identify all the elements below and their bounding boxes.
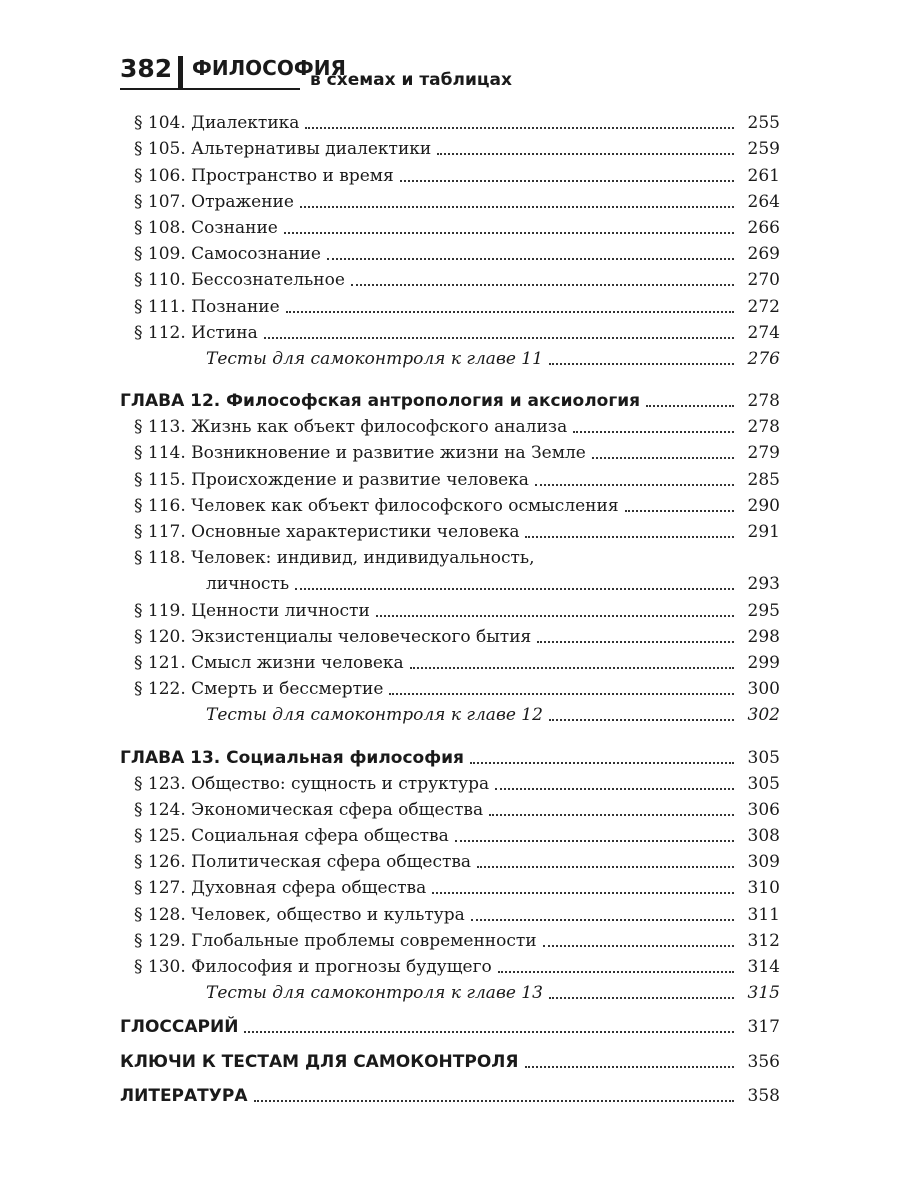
toc-entry-title: § 105. Альтернативы диалектики [134, 139, 432, 160]
toc-page-number: 264 [747, 191, 780, 212]
toc-entry-title: § 112. Истина [134, 322, 258, 343]
toc-section-entry [120, 926, 780, 952]
toc-section-entry [120, 795, 780, 821]
toc-section-entry [120, 108, 780, 134]
toc-leader-dots [410, 661, 734, 669]
toc-leader-dots [573, 425, 734, 433]
toc-entry-title: § 108. Сознание [134, 217, 278, 238]
toc-page-number: 309 [747, 852, 780, 873]
toc-section-entry [120, 265, 780, 291]
toc-page-number: 290 [747, 495, 780, 516]
toc-leader-dots [400, 174, 734, 182]
toc-entry-title: КЛЮЧИ К ТЕСТАМ ДЛЯ САМОКОНТРОЛЯ [120, 1051, 519, 1072]
toc-leader-dots [300, 200, 734, 208]
toc-entry-title: ГЛАВА 12. Философская антропология и аксиология [120, 391, 641, 412]
toc-page-number: 302 [747, 705, 780, 726]
toc-section-entry [120, 595, 780, 621]
toc-entry-title: § 127. Духовная сфера общества [134, 878, 427, 899]
toc-entry-title: § 110. Бессознательное [134, 270, 345, 291]
toc-entry-title: § 116. Человек как объект философского осмысления [134, 495, 619, 516]
toc-chapter-entry [120, 386, 780, 412]
toc-entry-title: § 113. Жизнь как объект философского анализа [134, 417, 568, 438]
toc-section-entry [120, 899, 780, 925]
toc-section-entry [120, 491, 780, 517]
toc-page-number: 272 [747, 296, 780, 317]
toc-leader-dots [264, 331, 734, 339]
toc-page-number: 312 [747, 930, 780, 951]
toc-section-entry [120, 569, 780, 595]
toc-leader-dots [470, 756, 734, 764]
toc-section-entry [120, 187, 780, 213]
toc-leader-dots [295, 582, 734, 590]
toc-chapter-entry [120, 1081, 780, 1107]
toc-page-number: 259 [747, 139, 780, 160]
toc-spacer [120, 1038, 780, 1046]
toc-entry-title: § 123. Общество: сущность и структура [134, 773, 490, 794]
table-of-contents [120, 108, 780, 1107]
toc-entry-title: § 107. Отражение [134, 191, 294, 212]
toc-page-number: 255 [747, 113, 780, 134]
toc-leader-dots [305, 121, 734, 129]
toc-entry-title: личность [206, 574, 290, 595]
toc-section-entry [120, 952, 780, 978]
toc-page-number: 269 [747, 244, 780, 265]
toc-leader-dots [286, 305, 734, 313]
toc-leader-dots [471, 913, 734, 921]
toc-entry-title: § 128. Человек, общество и культура [134, 904, 465, 925]
toc-entry-title: § 109. Самосознание [134, 244, 321, 265]
toc-section-entry [120, 412, 780, 438]
toc-page-number: 310 [747, 878, 780, 899]
toc-page-number: 278 [747, 417, 780, 438]
toc-entry-title: § 104. Диалектика [134, 113, 300, 134]
toc-leader-dots [537, 635, 734, 643]
toc-entry-title: § 114. Возникновение и развитие жизни на Земле [134, 443, 586, 464]
toc-page-number: 279 [747, 443, 780, 464]
toc-page-number: 295 [747, 600, 780, 621]
toc-leader-dots [432, 886, 734, 894]
toc-section-entry [120, 134, 780, 160]
header-underline [120, 88, 300, 90]
toc-leader-dots [549, 357, 734, 365]
toc-leader-dots [543, 939, 734, 947]
toc-section-entry [120, 318, 780, 344]
toc-section-entry [120, 517, 780, 543]
toc-page-number: 285 [747, 469, 780, 490]
book-title: ФИЛОСОФИЯ [192, 56, 346, 80]
toc-test-entry [120, 700, 780, 726]
toc-page-number: 315 [747, 983, 780, 1004]
toc-leader-dots [549, 991, 734, 999]
toc-page-number: 308 [747, 826, 780, 847]
toc-page-number: 314 [747, 957, 780, 977]
toc-section-entry [120, 160, 780, 186]
toc-leader-dots [477, 860, 734, 868]
toc-entry-title: § 111. Познание [134, 296, 280, 317]
toc-page-number: 291 [747, 522, 780, 542]
toc-section-entry [120, 674, 780, 700]
toc-leader-dots [351, 278, 734, 286]
toc-entry-title: § 118. Человек: индивид, индивидуальность, [134, 548, 535, 569]
toc-entry-title: § 106. Пространство и время [134, 165, 394, 186]
toc-page-number: 305 [747, 747, 780, 768]
toc-entry-title: ГЛОССАРИЙ [120, 1017, 239, 1038]
toc-chapter-entry [120, 742, 780, 768]
toc-entry-title: Тесты для самоконтроля к главе 12 [206, 705, 543, 726]
toc-entry-title: § 121. Смысл жизни человека [134, 652, 404, 673]
toc-entry-title: Тесты для самоконтроля к главе 13 [206, 983, 543, 1004]
toc-section-entry [120, 821, 780, 847]
toc-entry-title: Тесты для самоконтроля к главе 11 [206, 348, 543, 369]
toc-section-entry [120, 291, 780, 317]
toc-page-number: 293 [747, 574, 780, 595]
toc-spacer [120, 1004, 780, 1012]
toc-page-number: 305 [747, 773, 780, 794]
toc-page-number: 300 [747, 679, 780, 700]
toc-section-entry [120, 213, 780, 239]
toc-page-number: 270 [747, 270, 780, 291]
toc-leader-dots [549, 713, 734, 721]
toc-page-number: 266 [747, 217, 780, 238]
toc-page-number: 298 [747, 626, 780, 647]
toc-leader-dots [495, 782, 734, 790]
toc-entry-title: § 119. Ценности личности [134, 600, 370, 621]
toc-section-entry [120, 648, 780, 674]
toc-leader-dots [525, 530, 734, 538]
toc-entry-title: ГЛАВА 13. Социальная философия [120, 747, 464, 768]
toc-section-entry [120, 847, 780, 873]
toc-page-number: 356 [747, 1051, 780, 1072]
toc-leader-dots [284, 226, 734, 234]
toc-entry-title: § 129. Глобальные проблемы современности [134, 930, 537, 951]
toc-chapter-entry [120, 1012, 780, 1038]
toc-section-entry [120, 769, 780, 795]
toc-page-number: 317 [747, 1017, 780, 1038]
toc-section-entry [120, 543, 780, 569]
toc-page-number: 311 [747, 904, 780, 925]
toc-leader-dots [592, 451, 734, 459]
toc-page-number: 274 [747, 322, 780, 343]
toc-leader-dots [455, 834, 734, 842]
toc-leader-dots [525, 1060, 734, 1068]
toc-spacer [120, 370, 780, 386]
toc-entry-title: § 124. Экономическая сфера общества [134, 799, 484, 820]
toc-page-number: 278 [747, 391, 780, 412]
toc-leader-dots [389, 687, 734, 695]
toc-leader-dots [376, 609, 734, 617]
toc-section-entry [120, 239, 780, 265]
toc-leader-dots [327, 252, 734, 260]
toc-spacer [120, 1073, 780, 1081]
toc-page-number: 299 [747, 652, 780, 673]
toc-entry-title: § 130. Философия и прогнозы будущего [134, 957, 492, 977]
toc-test-entry [120, 344, 780, 370]
toc-leader-dots [646, 399, 734, 407]
book-subtitle: в схемах и таблицах [310, 70, 512, 90]
toc-leader-dots [625, 504, 734, 512]
toc-page-number: 276 [747, 348, 780, 369]
toc-section-entry [120, 438, 780, 464]
toc-entry-title: § 122. Смерть и бессмертие [134, 679, 384, 700]
toc-entry-title: § 117. Основные характеристики человека [134, 522, 520, 542]
toc-entry-title: § 126. Политическая сфера общества [134, 852, 472, 873]
toc-section-entry [120, 873, 780, 899]
toc-entry-title: § 120. Экзистенциалы человеческого бытия [134, 626, 532, 647]
toc-entry-title: ЛИТЕРАТУРА [120, 1085, 248, 1106]
toc-page-number: 306 [747, 799, 780, 820]
toc-leader-dots [437, 147, 734, 155]
toc-entry-title: § 125. Социальная сфера общества [134, 826, 449, 847]
toc-entry-title: § 115. Происхождение и развитие человека [134, 469, 529, 490]
toc-spacer [120, 726, 780, 742]
toc-leader-dots [535, 478, 734, 486]
toc-leader-dots [498, 965, 734, 973]
toc-leader-dots [244, 1025, 734, 1033]
toc-leader-dots [254, 1094, 735, 1102]
toc-page-number: 358 [747, 1085, 780, 1106]
page-number: 382 [120, 54, 173, 83]
toc-section-entry [120, 622, 780, 648]
toc-page-number: 261 [747, 165, 780, 186]
toc-test-entry [120, 978, 780, 1004]
toc-chapter-entry [120, 1046, 780, 1072]
header-divider [178, 56, 183, 88]
toc-section-entry [120, 464, 780, 490]
toc-leader-dots [489, 808, 734, 816]
page-header [120, 52, 780, 92]
